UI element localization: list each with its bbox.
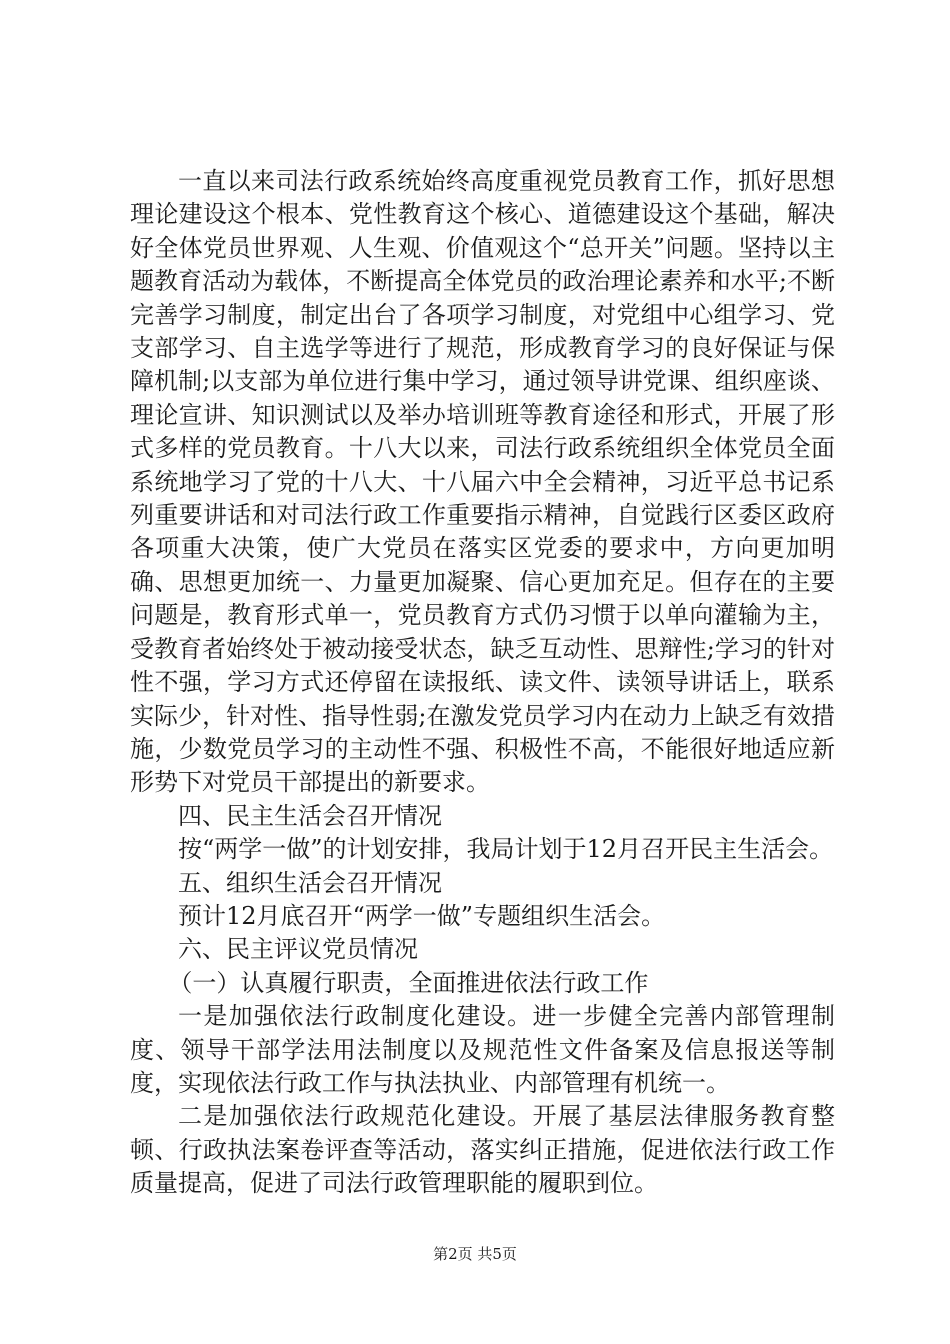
subsection-heading-duties: （一）认真履行职责，全面推进依法行政工作 <box>168 968 649 997</box>
document-body <box>130 165 835 1201</box>
body-paragraph-institutionalization: 一是加强依法行政制度化建设。进一步健全完善内部管理制度、领导干部学法用法制度以及规范性文件备案及信息报送等制度，实现依法行政工作与执法执业、内部管理有机统一。 <box>130 1002 835 1097</box>
section-heading-democratic-life: 四、民主生活会召开情况 <box>178 801 442 830</box>
page-number-footer: 第2页 共5页 <box>433 1245 517 1263</box>
body-paragraph-standardization: 二是加强依法行政规范化建设。开展了基层法律服务教育整顿、行政执法案卷评查等活动，落实纠正措施，促进依法行政工作质量提高，促进了司法行政管理职能的履职到位。 <box>130 1102 835 1198</box>
body-paragraph-education: 一直以来司法行政系统始终高度重视党员教育工作，抓好思想理论建设这个根本、党性教育这个核心、道德建设这个基础，解决好全体党员世界观、人生观、价值观这个“总开关”问题。坚持以主题教育活动为载体，不断提高全体党员的政治理论素养和水平;不断完善学习制度，制定出台了各项学习制度，对党组中心组学习、党支部学习、自主选学等进行了规范，形成教育学习的良好保证与保障机制;以支部为单位进行集中学习，通过领导讲党课、组织座谈、理论宣讲、知识测试以及举办培训班等教育途径和形式，开展了形式多样的党员教育。十八大以来，司法行政系统组织全体党员全面系统地学习了党的十八大、十八届六中全会精神，习近平总书记系列重要讲话和对司法行政工作重要指示精神，自觉践行区委区政府各项重大决策，使广大党员在落实区党委的要求中，方向更加明确、思想更加统一、力量更加凝聚、信心更加充足。但存在的主要问题是，教育形式单一，党员教育方式仍习惯于以单向灌输为主，受教育者始终处于被动接受状态，缺乏互动性、思辩性;学习的针对性不强，学习方式还停留在读报纸、读文件、读领导讲话上，联系实际少，针对性、指导性弱;在激发党员学习内在动力上缺乏有效措施，少数党员学习的主动性不强、积极性不高，不能很好地适应新形势下对党员干部提出的新要求。 <box>130 167 835 797</box>
section-heading-organization-life: 五、组织生活会召开情况 <box>178 868 442 897</box>
body-paragraph-democratic-life: 按“两学一做”的计划安排，我局计划于12月召开民主生活会。 <box>178 835 834 864</box>
body-paragraph-organization-life: 预计12月底召开“两学一做”专题组织生活会。 <box>178 901 666 930</box>
section-heading-evaluation: 六、民主评议党员情况 <box>178 935 418 964</box>
